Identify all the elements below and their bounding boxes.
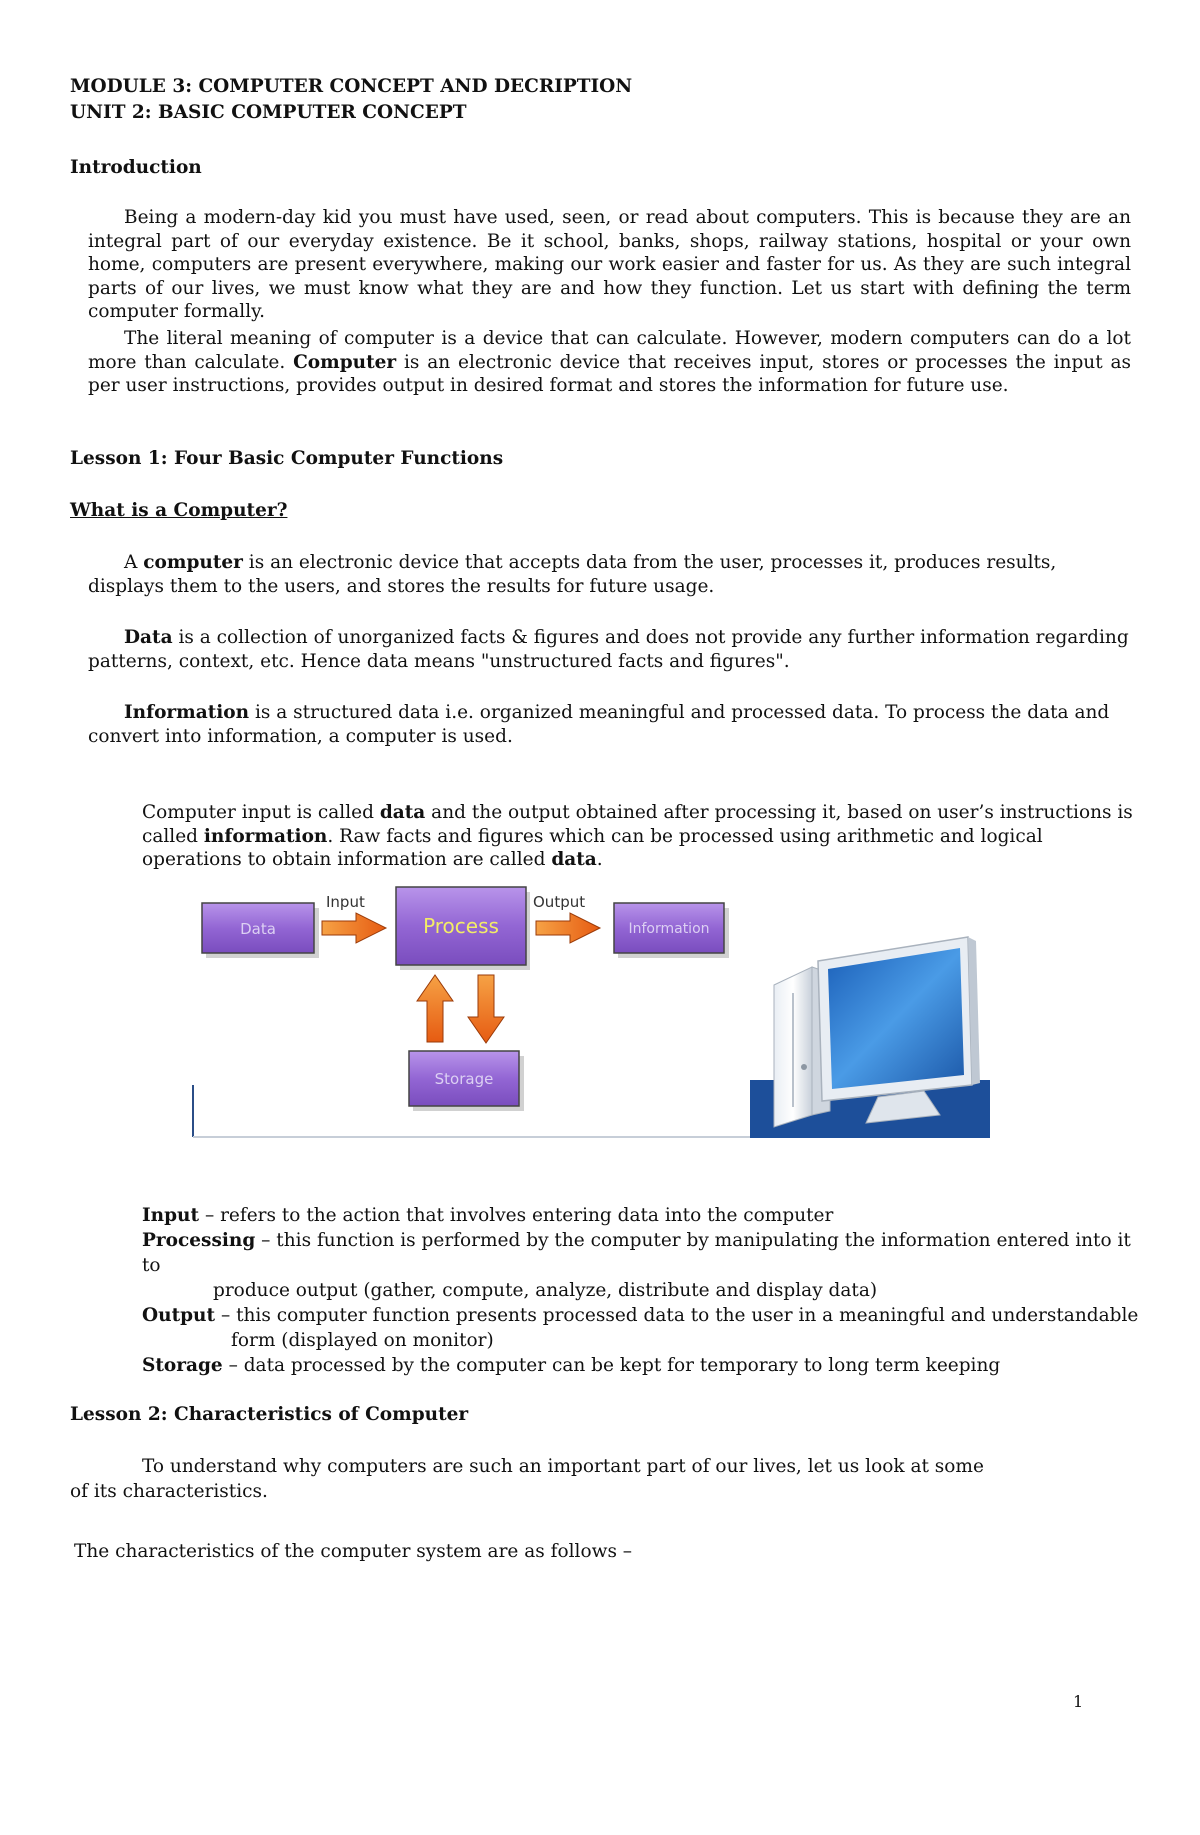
lesson2-heading: Lesson 2: Characteristics of Computer [70, 1404, 469, 1425]
input-arrow-label: Input [326, 893, 365, 911]
storage-down-arrow [468, 975, 504, 1043]
output-arrow [536, 913, 600, 943]
intro-paragraph-1: Being a modern-day kid you must have used, seen, or read about computers. This is because they are an integral part of our everyday existence. Be it school, banks, shops, railway stations, hospital or your own home, computers are present everywhere, making our work easier and faster for us. As they are such integral parts of our lives, we must know what they are and how they function. Let us start with defining the term computer formally. [88, 207, 1131, 322]
tower-power-button [801, 1064, 807, 1070]
information-definition: Information is a structured data i.e. organized meaningful and processed data. To process the data and convert into information, a computer is used. [88, 702, 1110, 747]
storage-box [409, 1051, 519, 1106]
what-is-computer-heading: What is a Computer? [70, 500, 288, 521]
input-arrow [322, 913, 386, 943]
function-input: Input – refers to the action that involves entering data into the computer [142, 1205, 834, 1226]
function-definitions [142, 1203, 1142, 1378]
characteristics-intro: The characteristics of the computer system are as follows – [74, 1541, 633, 1562]
unit-title: UNIT 2: BASIC COMPUTER CONCEPT [70, 102, 467, 123]
monitor-screen [828, 948, 964, 1089]
process-box [396, 887, 526, 965]
information-box [614, 903, 724, 953]
desktop-computer-illustration [750, 937, 990, 1138]
computer-definition: A computer is an electronic device that accepts data from the user, processes it, produces results, displays them to the users, and stores the results for future usage. [88, 552, 1057, 597]
lesson2-paragraph-line-2: of its characteristics. [70, 1481, 268, 1502]
information-box-label: Information [628, 921, 710, 937]
computer-function-diagram [190, 875, 995, 1140]
page-number: 1 [1073, 1692, 1084, 1711]
intro-paragraph-2: The literal meaning of computer is a device that can calculate. However, modern computers can do a lot more than calculate. Computer is an electronic device that receives input, stores or processes the input as per user instructions, provides output in desired format and stores the information for future use. [88, 328, 1131, 396]
storage-up-arrow [417, 975, 453, 1042]
output-arrow-label: Output [533, 893, 586, 911]
data-box-label: Data [240, 920, 276, 938]
module-title: MODULE 3: COMPUTER CONCEPT AND DECRIPTION [70, 76, 633, 97]
function-processing-continued: produce output (gather, compute, analyze, distribute and display data) [213, 1280, 878, 1301]
data-definition: Data is a collection of unorganized facts & figures and does not provide any further information regarding patterns, context, etc. Hence data means "unstructured facts and figures". [88, 627, 1129, 672]
input-output-paragraph: Computer input is called data and the output obtained after processing it, based on user’s instructions is called information. Raw facts and figures which can be processed using arithmetic and logical operations to obtain information are called data. [142, 802, 1133, 870]
storage-box-label: Storage [434, 1070, 494, 1088]
data-box [202, 903, 314, 953]
lesson1-heading: Lesson 1: Four Basic Computer Functions [70, 448, 504, 469]
function-output: Output – this computer function presents processed data to the user in a meaningful and understandable [142, 1305, 1139, 1326]
process-box-label: Process [423, 914, 499, 938]
function-processing: Processing – this function is performed by the computer by manipulating the information entered into it to [142, 1230, 1131, 1276]
lesson2-paragraph-line-1: To understand why computers are such an important part of our lives, let us look at some [142, 1456, 984, 1477]
function-output-continued: form (displayed on monitor) [231, 1330, 494, 1351]
function-storage: Storage – data processed by the computer can be kept for temporary to long term keeping [142, 1355, 1001, 1376]
introduction-heading: Introduction [70, 157, 202, 178]
